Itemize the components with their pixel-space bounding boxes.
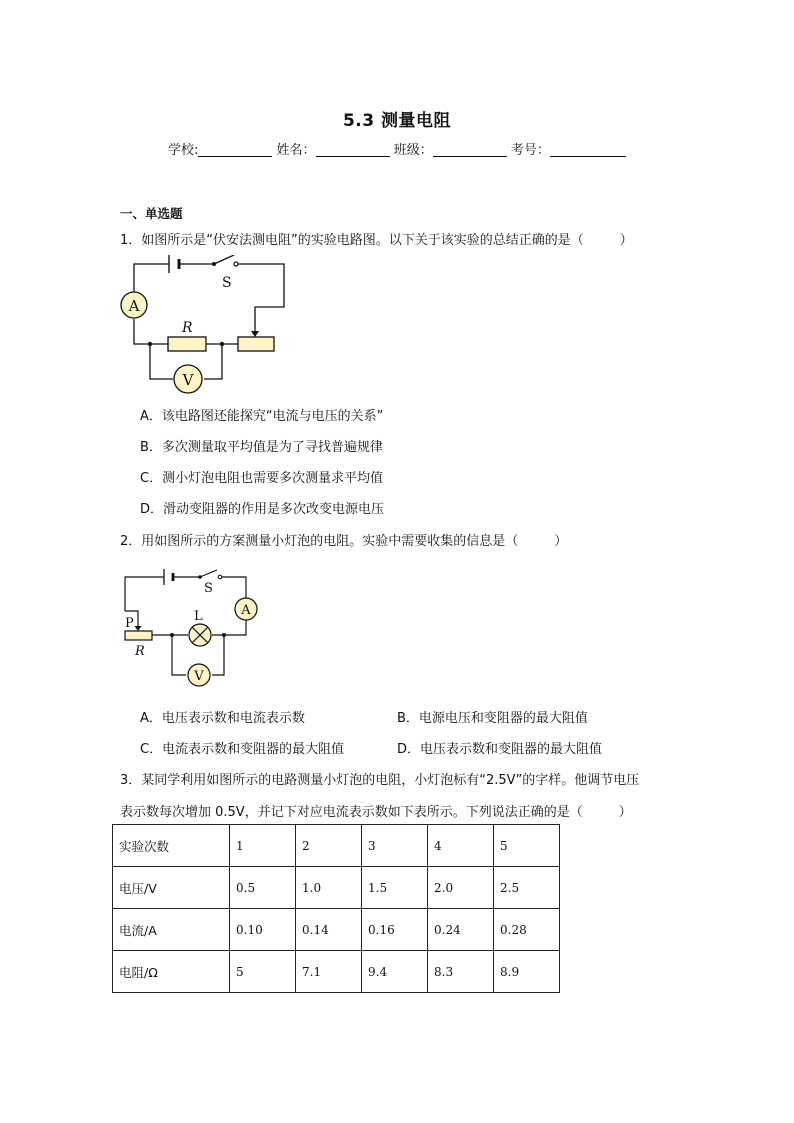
table-cell: 0.5: [230, 867, 296, 909]
school-label: 学校:: [168, 143, 199, 158]
rheostat-icon: [238, 337, 274, 351]
question-2-circuit-diagram: [120, 565, 260, 690]
question-2-option-d[interactable]: D．电压表示数和变阻器的最大阻值: [397, 742, 603, 757]
question-1-option-b[interactable]: B．多次测量取平均值是为了寻找普遍规律: [140, 440, 383, 455]
table-cell: 1: [230, 825, 296, 867]
q2-lamp-label: L: [194, 609, 203, 624]
table-cell: 2.0: [428, 867, 494, 909]
table-row: [113, 951, 560, 993]
question-2-option-b[interactable]: B．电源电压和变阻器的最大阻值: [397, 711, 588, 726]
q2-switch-label: S: [204, 581, 213, 596]
school-blank[interactable]: [198, 142, 272, 157]
q1-ammeter-label: A: [128, 297, 140, 315]
table-cell: 4: [428, 825, 494, 867]
table-cell: 1.5: [362, 867, 428, 909]
table-cell: 0.10: [230, 909, 296, 951]
exam-no-blank[interactable]: [550, 142, 626, 157]
question-3-line-1: 3．某同学利用如图所示的电路测量小灯泡的电阻，小灯泡标有“2.5V”的字样。他调节电压: [120, 773, 640, 788]
q2-rheostat-label: R: [135, 644, 145, 659]
table-cell: 0.24: [428, 909, 494, 951]
name-blank[interactable]: [316, 142, 390, 157]
table-row: [113, 867, 560, 909]
table-row: [113, 909, 560, 951]
q2-ammeter-label: A: [241, 603, 251, 618]
q1-voltmeter-label: V: [182, 371, 194, 389]
question-2-option-c[interactable]: C．电流表示数和变阻器的最大阻值: [140, 742, 345, 757]
table-row: [113, 825, 560, 867]
question-2-text: 2．用如图所示的方案测量小灯泡的电阻。实验中需要收集的信息是（: [120, 534, 519, 549]
table-cell: 0.16: [362, 909, 428, 951]
class-blank[interactable]: [433, 142, 507, 157]
table-cell: 3: [362, 825, 428, 867]
question-1-option-a[interactable]: A．该电路图还能探究“电流与电压的关系”: [140, 409, 384, 424]
table-cell: 8.9: [494, 951, 560, 993]
class-label: 班级：: [393, 143, 433, 158]
table-cell: 5: [494, 825, 560, 867]
q1-resistor-label: R: [182, 320, 193, 336]
question-3-text: 表示数每次增加 0.5V，并记下对应电流表示数如下表所示。下列说法正确的是（: [120, 805, 583, 820]
table-cell: 0.28: [494, 909, 560, 951]
table-cell: 电阻/Ω: [113, 951, 230, 993]
question-3-line-2: [120, 801, 632, 820]
question-1-close: ）: [619, 233, 633, 248]
name-label: 姓名：: [276, 143, 316, 158]
question-1-option-c[interactable]: C．测小灯泡电阻也需要多次测量求平均值: [140, 471, 384, 486]
question-3-close: ）: [618, 805, 632, 820]
table-cell: 7.1: [296, 951, 362, 993]
q2-voltmeter-label: V: [194, 669, 204, 684]
resistor-icon: [168, 337, 206, 351]
question-2-option-a[interactable]: A．电压表示数和电流表示数: [140, 711, 305, 726]
page-title: 5.3 测量电阻: [342, 111, 452, 131]
table-cell: 电流/A: [113, 909, 230, 951]
measurement-table: [112, 824, 560, 993]
table-cell: 9.4: [362, 951, 428, 993]
question-2-stem: [120, 530, 567, 549]
table-cell: 8.3: [428, 951, 494, 993]
rheostat-icon: [125, 631, 152, 640]
exam-no-label: 考号：: [510, 143, 550, 158]
q1-switch-label: S: [222, 275, 232, 291]
question-1-stem: [120, 229, 633, 248]
table-cell: 实验次数: [113, 825, 230, 867]
question-1-option-d[interactable]: D．滑动变阻器的作用是多次改变电源电压: [140, 502, 385, 517]
question-2-close: ）: [554, 534, 568, 549]
table-cell: 0.14: [296, 909, 362, 951]
table-cell: 电压/V: [113, 867, 230, 909]
table-cell: 5: [230, 951, 296, 993]
question-1-text: 1．如图所示是“伏安法测电阻”的实验电路图。以下关于该实验的总结正确的是（: [120, 233, 584, 248]
table-cell: 1.0: [296, 867, 362, 909]
table-cell: 2: [296, 825, 362, 867]
question-1-circuit-diagram: [118, 255, 288, 395]
table-cell: 2.5: [494, 867, 560, 909]
q2-slider-label: P: [125, 616, 134, 631]
student-info-line: [168, 139, 626, 158]
section-heading: 一、单选题: [120, 206, 183, 221]
